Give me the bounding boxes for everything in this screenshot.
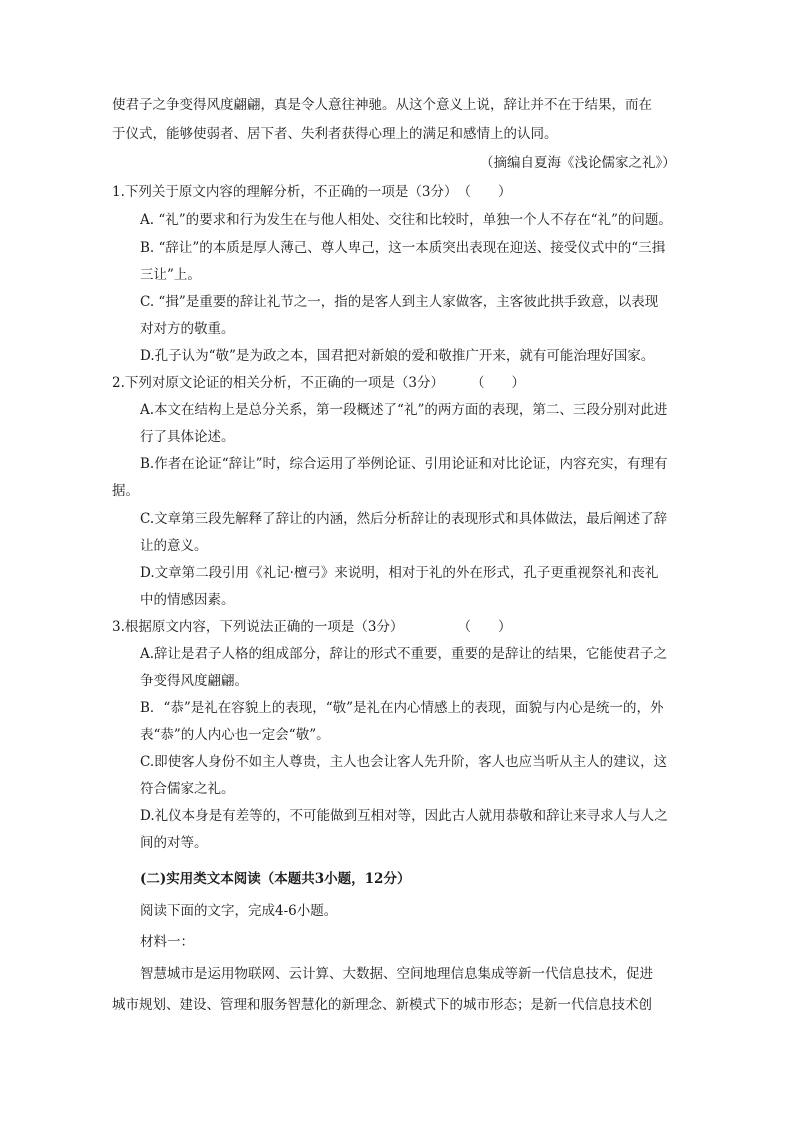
question-3-option-d: D.礼仪本身是有差等的，不可能做到互相对等，因此古人就用恭敬和辞让来寻求人与人之 — [140, 808, 668, 824]
question-3-option-a-cont: 争变得风度翩翩。 — [140, 673, 248, 689]
question-3-option-c-cont: 符合儒家之礼。 — [140, 781, 235, 797]
paragraph-line: 于仪式，能够使弱者、居下者、失利者获得心理上的满足和感情上的认同。 — [112, 126, 558, 142]
material-label: 材料一： — [140, 934, 194, 950]
question-2-option-a-cont: 行了具体论述。 — [140, 429, 235, 445]
question-3-option-d-cont: 间的对等。 — [140, 835, 208, 851]
source-citation: （摘编自夏海《浅论儒家之礼》） — [480, 155, 676, 171]
question-1-option-b: B. “辞让”的本质是厚人薄己、尊人卑己，这一本质突出表现在迎送、接受仪式中的“三揖 — [140, 240, 666, 256]
question-3-option-b-cont: 表“恭”的人内心也一定会“敬”。 — [140, 727, 330, 743]
material-paragraph-line: 城市规划、建设、管理和服务智慧化的新理念、新模式下的城市形态；是新一代信息技术创 — [112, 997, 652, 1013]
question-3-option-c: C.即使客人身份不如主人尊贵，主人也会让客人先升阶，客人也应当听从主人的建议，这 — [140, 754, 668, 770]
question-3-stem: 3.根据原文内容，下列说法正确的一项是（3分） （ ） — [112, 619, 512, 635]
question-2-option-c: C.文章第三段先解释了辞让的内涵，然后分析辞让的表现形式和具体做法，最后阐述了辞 — [140, 511, 668, 527]
question-2-option-d: D.文章第二段引用《礼记·檀弓》来说明，相对于礼的外在形式，孔子更重视祭礼和丧礼 — [140, 565, 659, 581]
question-1-option-d: D.孔子认为“敬”是为政之本，国君把对新娘的爱和敬推广开来，就有可能治理好国家。 — [140, 348, 655, 364]
question-2-option-d-cont: 中的情感因素。 — [140, 592, 235, 608]
material-paragraph-line: 智慧城市是运用物联网、云计算、大数据、空间地理信息集成等新一代信息技术，促进 — [140, 966, 653, 982]
instruction-line: 阅读下面的文字，完成4-6小题。 — [140, 903, 338, 919]
question-3-option-b: B．“恭”是礼在容貌上的表现，“敬”是礼在内心情感上的表现，面貌与内心是统一的，外 — [140, 700, 664, 716]
question-1-stem: 1.下列关于原文内容的理解分析，不正确的一项是（3分） （ ） — [112, 184, 512, 200]
question-1-option-a: A. “礼”的要求和行为发生在与他人相处、交往和比较时，单独一个人不存在“礼”的问题。 — [140, 212, 672, 228]
section-heading: (二)实用类文本阅读（本题共3小题，12分） — [140, 871, 411, 887]
question-2-option-c-cont: 让的意义。 — [140, 538, 208, 554]
question-1-option-c: C. “揖”是重要的辞让礼节之一，指的是客人到主人家做客，主客彼此拱手致意，以表现 — [140, 294, 659, 310]
question-3-option-a: A.辞让是君子人格的组成部分，辞让的形式不重要，重要的是辞让的结果，它能使君子之 — [140, 646, 668, 662]
question-2-stem: 2.下列对原文论证的相关分析，不正确的一项是（3分） （ ） — [112, 375, 525, 391]
paragraph-line: 使君子之争变得风度翩翩，真是令人意往神驰。从这个意义上说，辞让并不在于结果，而在 — [112, 97, 652, 113]
question-2-option-a: A.本文在结构上是总分关系，第一段概述了“礼”的两方面的表现，第二、三段分别对此进 — [140, 402, 668, 418]
question-2-option-b: B.作者在论证“辞让”时，综合运用了举例论证、引用论证和对比论证，内容充实，有理有 — [140, 456, 668, 472]
question-1-option-c-cont: 对对方的敬重。 — [140, 321, 235, 337]
question-2-option-b-cont: 据。 — [112, 483, 139, 499]
question-1-option-b-cont: 三让”上。 — [140, 267, 201, 283]
